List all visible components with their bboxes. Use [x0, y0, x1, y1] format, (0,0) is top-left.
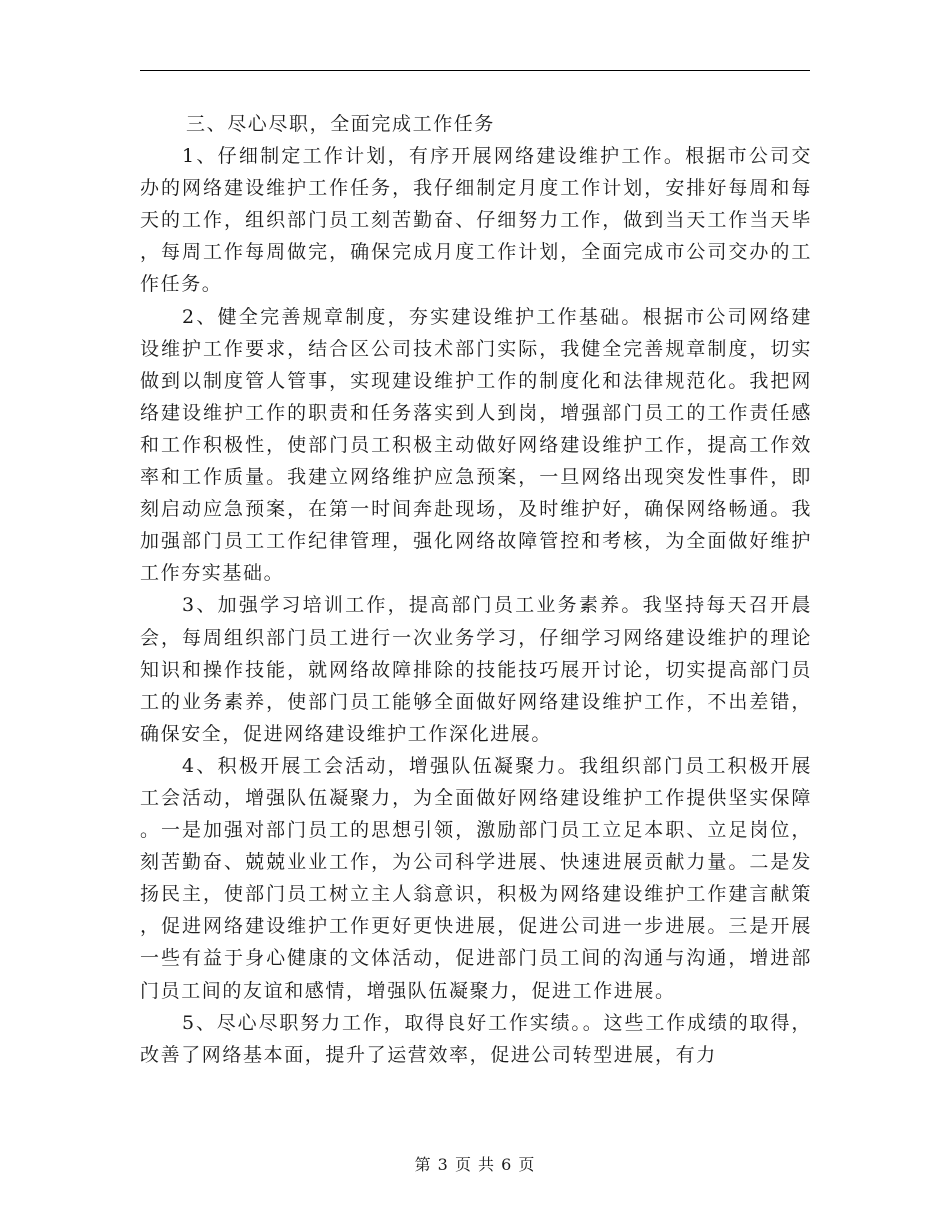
total-page-count: 6: [501, 1155, 513, 1174]
paragraph-4: 4、积极开展工会活动，增强队伍凝聚力。我组织部门员工积极开展工会活动，增强队伍凝聚力，为全面做好网络建设维护工作提供坚实保障。一是加强对部门员工的思想引领，激励部门员工立足本职、立足岗位，刻苦勤奋、兢兢业业工作，为公司科学进展、快速进展贡献力量。二是发扬民主，使部门员工树立主人翁意识，积极为网络建设维护工作建言献策，促进网络建设维护工作更好更快进展，促进公司进一步进展。三是开展一些有益于身心健康的文体活动，促进部门员工间的沟通与沟通，增进部门员工间的友谊和感情，增强队伍凝聚力，促进工作进展。: [140, 754, 812, 1002]
footer-middle: 页 共: [454, 1155, 496, 1174]
page-footer: [0, 1152, 950, 1175]
footer-prefix: 第: [414, 1155, 432, 1174]
section-heading: 三、尽心尽职，全面完成工作任务: [186, 113, 496, 135]
paragraph-3: 3、加强学习培训工作，提高部门员工业务素养。我坚持每天召开晨会，每周组织部门员工进行一次业务学习，仔细学习网络建设维护的理论知识和操作技能，就网络故障排除的技能技巧展开讨论，切实提高部门员工的业务素养，使部门员工能够全面做好网络建设维护工作，不出差错，确保安全，促进网络建设维护工作深化进展。: [140, 594, 812, 745]
document-body: [140, 108, 812, 1071]
header-rule: [140, 70, 810, 71]
paragraph-2: 2、健全完善规章制度，夯实建设维护工作基础。根据市公司网络建设维护工作要求，结合区公司技术部门实际，我健全完善规章制度，切实做到以制度管人管事，实现建设维护工作的制度化和法律规范化。我把网络建设维护工作的职责和任务落实到人到岗，增强部门员工的工作责任感和工作积极性，使部门员工积极主动做好网络建设维护工作，提高工作效率和工作质量。我建立网络维护应急预案，一旦网络出现突发性事件，即刻启动应急预案，在第一时间奔赴现场，及时维护好，确保网络畅通。我加强部门员工工作纪律管理，强化网络故障管控和考核，为全面做好维护工作夯实基础。: [140, 305, 812, 585]
paragraph-5: 5、尽心尽职努力工作，取得良好工作实绩。。这些工作成绩的取得，改善了网络基本面，提升了运营效率，促进公司转型进展，有力: [140, 1011, 812, 1066]
current-page-number: 3: [437, 1155, 449, 1174]
footer-suffix: 页: [518, 1155, 536, 1174]
paragraph-1: 1、仔细制定工作计划，有序开展网络建设维护工作。根据市公司交办的网络建设维护工作任务，我仔细制定月度工作计划，安排好每周和每天的工作，组织部门员工刻苦勤奋、仔细努力工作，做到当天工作当天毕，每周工作每周做完，确保完成月度工作计划，全面完成市公司交办的工作任务。: [140, 145, 812, 296]
